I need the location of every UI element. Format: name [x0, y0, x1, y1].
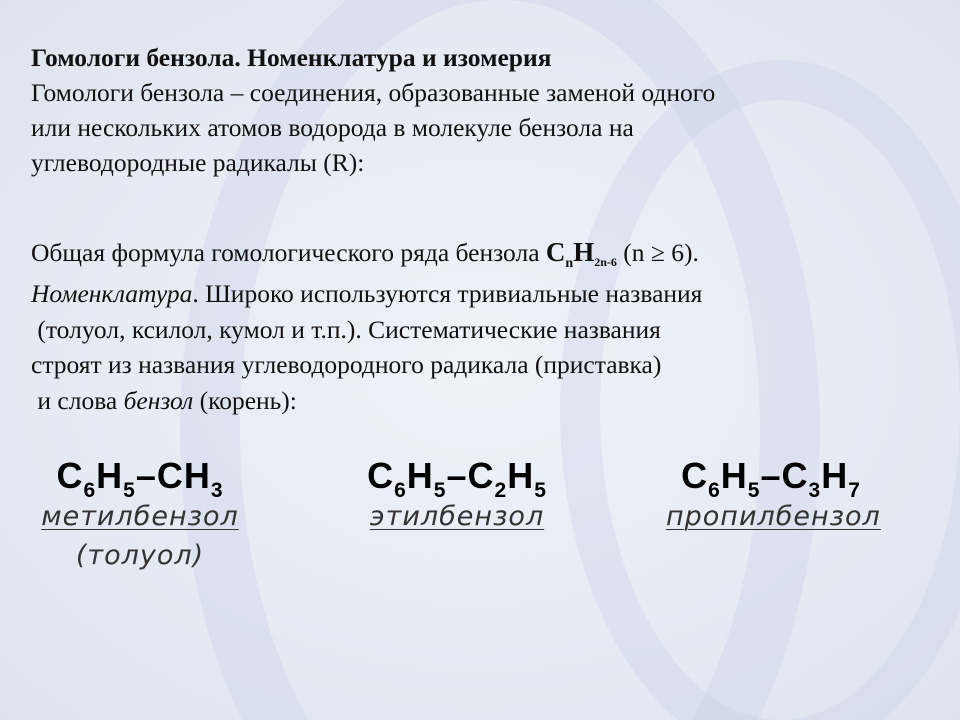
chemical-formula	[30, 455, 250, 503]
formula-atom: CH	[156, 455, 211, 496]
formula-atom: C	[467, 455, 495, 496]
formula-subscript: 2	[494, 479, 508, 502]
chemical-formula	[666, 455, 876, 503]
formula-h: H	[573, 237, 595, 267]
formula-atom: C	[781, 455, 809, 496]
formula-subscript: 5	[123, 479, 136, 502]
chemical-formula	[352, 455, 562, 503]
formula-subscript: 6	[394, 479, 407, 502]
formula-subscript: 6	[708, 479, 721, 502]
formula-subscript: 7	[848, 479, 861, 502]
compound-name: пропилбензол	[666, 501, 881, 532]
formula-subscript: 3	[808, 479, 822, 502]
nomenclature-paragraph	[31, 276, 702, 418]
formula-subscript: 5	[534, 479, 547, 502]
example-propylbenzene	[666, 455, 881, 532]
example-methylbenzene	[30, 455, 250, 571]
formula-subscript: 6	[83, 479, 97, 502]
compound-name: этилбензол	[369, 501, 545, 532]
formula-atom: H	[96, 455, 124, 496]
formula-atom: C	[56, 455, 84, 496]
nomenclature-term: Номенклатура	[31, 279, 193, 308]
formula-subscript: 5	[747, 479, 761, 502]
formula-c: C	[545, 237, 566, 267]
formula-atom: C	[367, 455, 395, 496]
formula-atom: H	[507, 455, 535, 496]
nomenclature-text: (корень):	[193, 385, 297, 415]
formula-atom: H	[406, 455, 434, 496]
formula-condition: (n ≥ 6).	[616, 238, 699, 267]
formula-atom: C	[681, 455, 709, 496]
nomenclature-line: строят из названия углеводородного радикала (приставка)	[31, 350, 662, 379]
formula-bond: –	[760, 455, 782, 496]
nomenclature-line: (толуол, ксилол, кумол и т.п.). Систематические названия	[31, 314, 661, 344]
formula-c-subscript: n	[565, 256, 574, 271]
definition-line: или нескольких атомов водорода в молекуле бензола на	[31, 113, 634, 142]
compound-trivial-name: (толуол)	[75, 540, 205, 571]
nomenclature-line	[31, 383, 702, 419]
slide-title: Гомологи бензола. Номенклатура и изомерия	[31, 43, 552, 72]
nomenclature-text: . Широко используются тривиальные названия	[192, 279, 703, 308]
definition-line: Гомологи бензола – соединения, образованные заменой одного	[31, 78, 716, 107]
formula-subscript: 5	[433, 479, 447, 502]
benzene-term: бензол	[123, 385, 194, 415]
nomenclature-text: и слова	[31, 385, 124, 415]
formula-bond: –	[446, 455, 468, 496]
formula-atom: H	[720, 455, 748, 496]
formula-bond: –	[135, 455, 157, 496]
example-ethylbenzene	[352, 455, 562, 532]
general-formula-line	[31, 235, 699, 281]
general-formula-text: Общая формула гомологического ряда бензола	[31, 238, 546, 267]
compound-name: метилбензол	[41, 501, 239, 532]
definition-line: углеводородные радикалы (R):	[31, 148, 365, 177]
nomenclature-line	[31, 276, 702, 312]
formula-subscript: 3	[210, 479, 224, 502]
formula-atom: H	[821, 455, 849, 496]
definition-paragraph	[31, 75, 715, 180]
formula-h-subscript: 2n-6	[594, 255, 617, 269]
